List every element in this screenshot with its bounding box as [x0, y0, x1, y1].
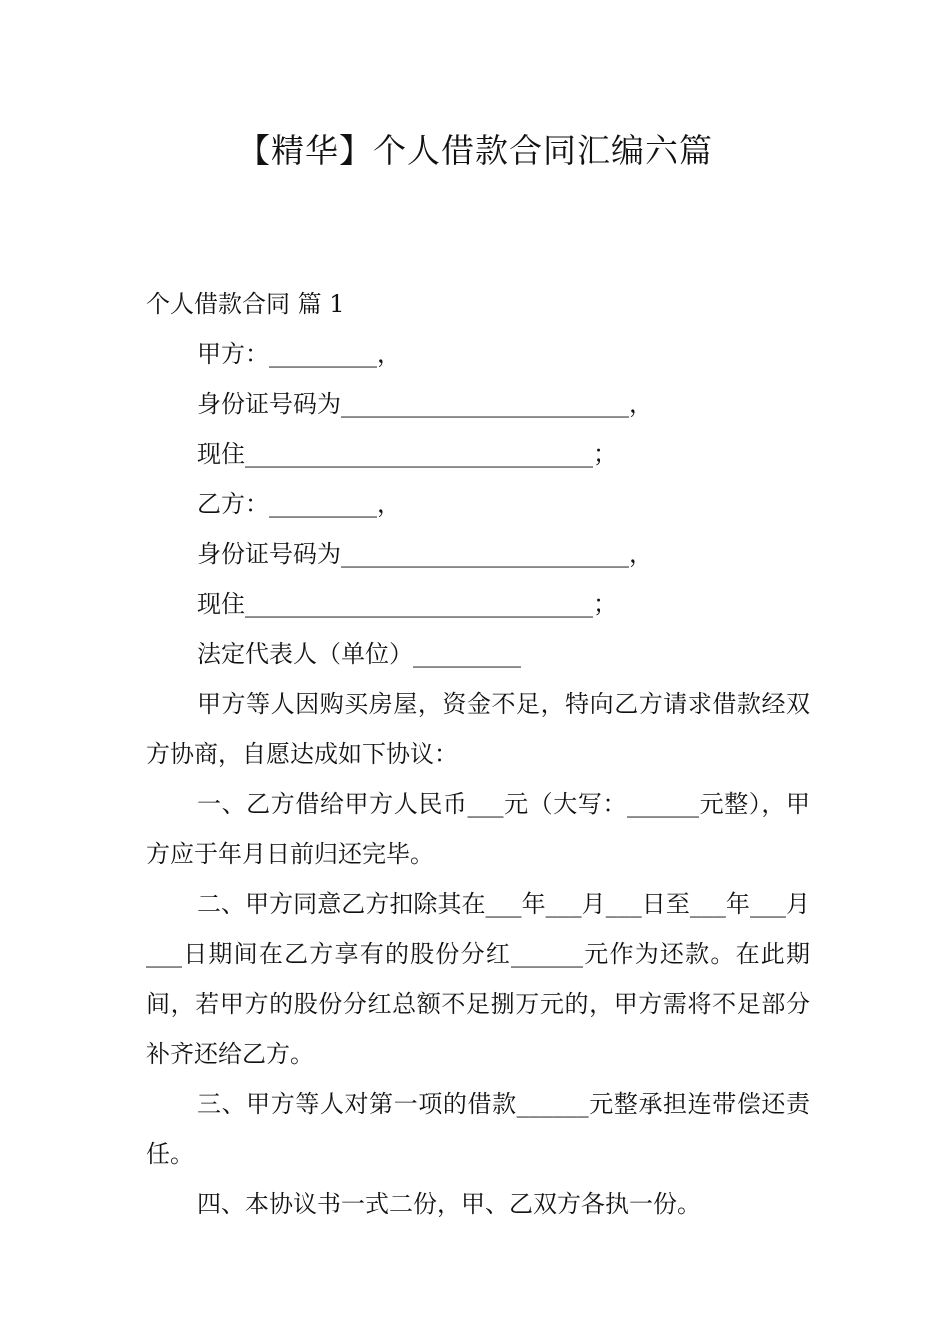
party-a-id-field: 身份证号码为________________________，	[197, 390, 653, 418]
page-title: 【精华】个人借款合同汇编六篇	[237, 131, 713, 170]
legal-representative-field: 法定代表人（单位）_________	[197, 640, 521, 668]
clause-1-paragraph: 一、乙方借给甲方人民币___元（大写：______元整），甲方应于年月日前归还完毕。	[146, 790, 810, 868]
document-body	[146, 279, 810, 1229]
section-heading: 个人借款合同 篇 1	[146, 290, 345, 318]
clause-2-paragraph: 二、甲方同意乙方扣除其在___年___月___日至___年___月___日期间在乙方享有的股份分红______元作为还款。在此期间，若甲方的股份分红总额不足捌万元的，甲方需将不足部分补齐还给乙方。	[146, 890, 810, 1068]
clause-4-paragraph: 四、本协议书一式二份，甲、乙双方各执一份。	[197, 1190, 701, 1218]
party-a-address-field: 现住_____________________________；	[197, 440, 617, 468]
party-b-id-field: 身份证号码为________________________，	[197, 540, 653, 568]
party-b-address-field: 现住_____________________________；	[197, 590, 617, 618]
party-a-name-field: 甲方：_________，	[197, 340, 401, 368]
clause-3-paragraph: 三、甲方等人对第一项的借款______元整承担连带偿还责任。	[146, 1090, 810, 1168]
party-b-name-field: 乙方：_________，	[197, 490, 401, 518]
preamble-paragraph: 甲方等人因购买房屋，资金不足，特向乙方请求借款经双方协商，自愿达成如下协议：	[146, 690, 810, 768]
